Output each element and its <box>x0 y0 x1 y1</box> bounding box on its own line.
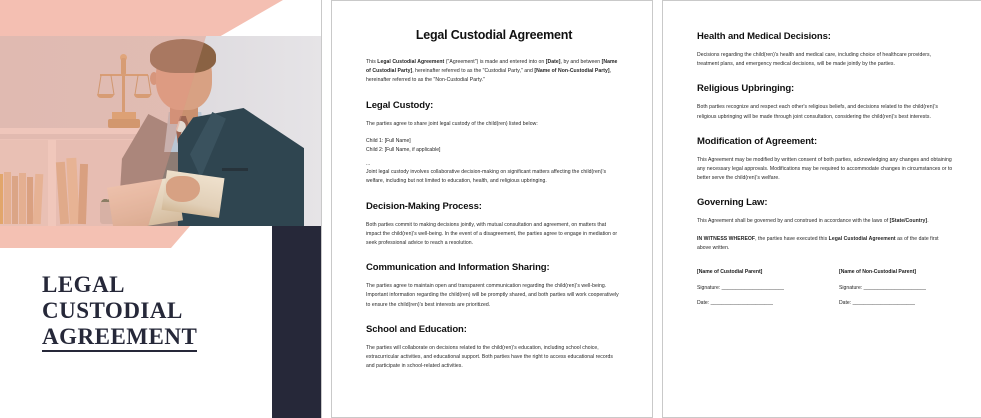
cover-title <box>42 272 252 352</box>
hand <box>166 176 200 202</box>
custodial-signature-field[interactable]: Signature: ______________________ <box>697 285 784 292</box>
non-custodial-parent-name: [Name of Non-Custodial Parent] <box>839 269 916 276</box>
decision-making-body: Both parties commit to making decisions jointly, with mutual consultation and agreement, on matters that impact the child(ren)'s well-being. In the event of a disagreement, the parties agree to engage in mediation or seek professional advice to reach a resolution. <box>366 221 618 247</box>
section-heading-religious-upbringing: Religious Upbringing: <box>697 83 795 95</box>
child-list <box>366 137 622 155</box>
intro-t1: This <box>366 59 378 65</box>
intro-t4: , hereinafter referred to as the "Custodial Party," and <box>412 68 535 75</box>
governing-law-body <box>697 217 953 226</box>
cover-photo <box>0 36 322 226</box>
modification-body: This Agreement may be modified by written consent of both parties, acknowledging any changes and obtaining any necessary legal approvals. Modifications may be required to accommodate changes in circumstances or to better serve the child(ren)'s welfare. <box>697 156 953 182</box>
witness-b2: Legal Custodial Agreement <box>828 235 896 242</box>
child-item-1: Child 1: [Full Name] <box>366 137 411 144</box>
witness-paragraph <box>697 235 953 253</box>
section-heading-legal-custody: Legal Custody: <box>366 99 434 111</box>
intro-paragraph <box>366 58 622 86</box>
health-medical-body: Decisions regarding the child(ren)'s health and medical care, including choice of healthcare providers, treatment plans, and emergency medical decisions, will be made jointly by the parties. <box>697 52 932 68</box>
legal-custody-intro: The parties agree to share joint legal custody of the child(ren) listed below: <box>366 120 538 127</box>
witness-t2: as of the date first above written. <box>697 235 939 251</box>
religious-upbringing-body: Both parties recognize and respect each other's religious beliefs, and decisions related to the child(ren)'s religious upbringing will be made through joint consultation, considering the child(ren)'s best interests. <box>697 104 938 120</box>
page-two <box>331 0 653 418</box>
intro-t3: , by and between <box>560 59 602 65</box>
section-heading-decision-making: Decision-Making Process: <box>366 200 482 212</box>
cover-title-line-1: LEGAL <box>42 272 126 297</box>
top-pink-band <box>0 0 283 36</box>
cover-title-line-2: CUSTODIAL <box>42 298 183 323</box>
signature-block <box>697 269 953 315</box>
legal-custody-body: Joint legal custody involves collaborative decision-making on significant matters affecting the child(ren)'s welfare, including but not limited to education, health, and religious upbringing. <box>366 169 607 185</box>
page-three <box>662 0 981 418</box>
bottom-pink-band <box>0 226 190 248</box>
page-three-content <box>697 31 953 315</box>
intro-b2: [Date] <box>545 59 561 65</box>
communication-body: The parties agree to maintain open and transparent communication regarding the child(ren)'s well-being. Important information regarding the child(ren) will be promptly shared, and both parties will work cooperatively to ensure the child(ren)'s best interests are prioritized. <box>366 283 619 308</box>
document-title: Legal Custodial Agreement <box>415 28 573 42</box>
intro-b4: [Name of Non-Custodial Party] <box>534 68 610 75</box>
signature-column-custodial <box>697 269 811 315</box>
non-custodial-signature-field[interactable]: Signature: ______________________ <box>839 285 926 292</box>
page-cover <box>0 0 322 418</box>
child-item-2: Child 2: [Full Name, if applicable] <box>366 147 441 154</box>
jacket-pocket <box>222 168 248 171</box>
navy-side-block <box>272 226 322 418</box>
page-two-content <box>366 28 622 379</box>
gov-t2: . <box>927 218 929 225</box>
intro-b3: [Name of Custodial Party] <box>366 59 618 75</box>
child-list-ellipsis: ... <box>366 161 371 168</box>
custodial-parent-name: [Name of Custodial Parent] <box>697 269 763 276</box>
non-custodial-date-field[interactable]: Date: ______________________ <box>839 300 915 307</box>
witness-t1: , the parties have executed this <box>755 235 829 242</box>
school-education-body: The parties will collaborate on decisions related to the child(ren)'s education, including school choice, extracurricular activities, and educational support. Both parties have the right to access educational records and participate in school-related activities. <box>366 344 614 370</box>
intro-t5: , hereinafter referred to as the "Non-Custodial Party." <box>366 68 612 84</box>
gov-t1: This Agreement shall be governed by and construed in accordance with the laws of <box>697 218 890 225</box>
section-heading-modification: Modification of Agreement: <box>697 135 818 147</box>
custodial-date-field[interactable]: Date: ______________________ <box>697 300 773 307</box>
intro-b1: Legal Custodial Agreement <box>377 59 445 65</box>
intro-t2: ("Agreement") is made and entered into on <box>444 59 546 65</box>
witness-b1: IN WITNESS WHEREOF <box>697 235 756 242</box>
gov-b1: [State/Country] <box>889 218 928 225</box>
cover-title-line-3: AGREEMENT <box>42 324 197 352</box>
section-heading-school-education: School and Education: <box>366 323 467 335</box>
section-heading-communication: Communication and Information Sharing: <box>366 262 550 274</box>
section-heading-governing-law: Governing Law: <box>697 197 768 209</box>
section-heading-health-medical: Health and Medical Decisions: <box>697 31 831 42</box>
signature-column-non-custodial <box>839 269 953 315</box>
